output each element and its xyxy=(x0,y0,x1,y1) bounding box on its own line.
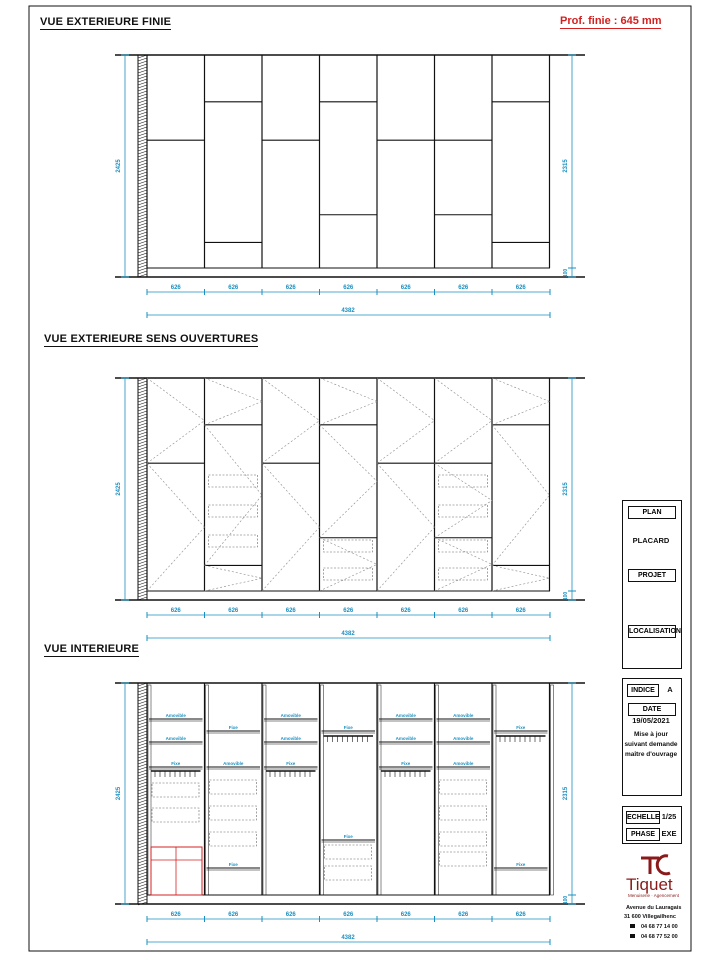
tiquet-logo-icon xyxy=(641,856,670,874)
opening-line xyxy=(492,578,550,591)
total-width-label: 4382 xyxy=(341,308,355,314)
phase-label: PHASE xyxy=(626,828,660,841)
module-width-label: 626 xyxy=(400,912,411,918)
drawer-outline xyxy=(324,568,373,580)
plan-value: PLACARD xyxy=(632,536,670,545)
module-width-label: 626 xyxy=(285,608,296,614)
opening-line xyxy=(205,578,263,591)
drawer-outline xyxy=(210,806,257,820)
side-panel xyxy=(206,685,209,895)
drawer-outline xyxy=(440,806,487,820)
movable-shelf-label: Amovible xyxy=(395,736,416,741)
opening-line xyxy=(320,401,378,424)
wall-hatch xyxy=(138,378,147,600)
index-label: INDICE xyxy=(627,684,659,697)
opening-line xyxy=(435,421,493,464)
opening-line xyxy=(435,378,493,421)
drawer-outline xyxy=(439,568,488,580)
side-panel xyxy=(436,685,439,895)
title-block-plan xyxy=(622,500,682,669)
inner-height-label: 2315 xyxy=(563,786,569,801)
inner-height-label: 2315 xyxy=(563,159,569,173)
opening-line xyxy=(262,527,320,591)
fixed-shelf-label: Fixe xyxy=(401,761,411,766)
opening-line xyxy=(262,378,320,421)
module-width-label: 626 xyxy=(228,912,239,918)
module-width-label: 626 xyxy=(170,285,181,291)
opening-line xyxy=(147,527,205,591)
movable-shelf-label: Amovible xyxy=(453,736,474,741)
view-interior xyxy=(115,683,585,945)
opening-line xyxy=(205,378,263,401)
module-width-label: 626 xyxy=(515,912,526,918)
side-panel xyxy=(378,685,381,895)
opening-line xyxy=(492,401,550,424)
side-panel xyxy=(551,685,554,895)
company-name: Tiquet xyxy=(626,875,673,894)
drawer-outline xyxy=(210,832,257,846)
opening-line xyxy=(147,463,205,527)
movable-shelf-label: Amovible xyxy=(165,713,186,718)
drawer-outline xyxy=(439,475,488,487)
side-panel xyxy=(321,685,324,895)
opening-line xyxy=(435,500,493,537)
view-exterior-finished xyxy=(115,55,585,318)
drawer-outline xyxy=(152,808,199,822)
phase-value: EXE xyxy=(661,829,677,838)
wall-hatch xyxy=(138,55,147,277)
drawer-outline xyxy=(439,540,488,552)
module-width-label: 626 xyxy=(285,912,296,918)
opening-line xyxy=(205,425,263,495)
module-width-label: 626 xyxy=(515,608,526,614)
revision-note-line-3: maître d'ouvrage xyxy=(624,751,678,758)
sheet-border xyxy=(29,6,691,951)
side-panel xyxy=(263,685,266,895)
plinth-label: 100 xyxy=(563,591,569,601)
title-interior: VUE INTERIEURE xyxy=(44,643,140,655)
total-height-label: 2425 xyxy=(116,159,122,173)
opening-line xyxy=(262,421,320,464)
module-width-label: 626 xyxy=(458,285,469,291)
location-label: LOCALISATION xyxy=(628,625,676,638)
module-width-label: 626 xyxy=(343,608,354,614)
highlight-zone xyxy=(151,847,202,895)
module-width-label: 626 xyxy=(343,912,354,918)
drawer-outline xyxy=(209,505,258,517)
fixed-shelf-label: Fixe xyxy=(516,862,526,867)
company-fax: 04 68 77 52 00 xyxy=(641,934,678,940)
module-width-label: 626 xyxy=(343,285,354,291)
opening-line xyxy=(205,495,263,565)
date-value: 19/05/2021 xyxy=(632,716,670,725)
fixed-shelf-label: Fixe xyxy=(228,725,238,730)
movable-shelf-label: Amovible xyxy=(280,713,301,718)
module-width-label: 626 xyxy=(400,608,411,614)
opening-line xyxy=(492,565,550,578)
side-panel xyxy=(493,685,496,895)
company-address-1: Avenue du Lauragais xyxy=(626,905,682,911)
module-width-label: 626 xyxy=(228,608,239,614)
drawer-outline xyxy=(324,540,373,552)
movable-shelf-label: Amovible xyxy=(395,713,416,718)
revision-note-line-1: Mise à jour xyxy=(634,731,668,738)
opening-line xyxy=(377,421,435,464)
movable-shelf-label: Amovible xyxy=(165,736,186,741)
title-exterior-opening: VUE EXTERIEURE SENS OUVERTURES xyxy=(44,333,259,345)
plinth-label: 100 xyxy=(563,895,569,905)
opening-line xyxy=(320,378,378,401)
opening-line xyxy=(492,425,550,495)
total-height-label: 2425 xyxy=(116,786,122,801)
movable-shelf-label: Amovible xyxy=(223,761,244,766)
opening-line xyxy=(435,538,493,565)
drawer-outline xyxy=(439,505,488,517)
module-width-label: 626 xyxy=(458,608,469,614)
fixed-shelf-label: Fixe xyxy=(171,761,181,766)
module-width-label: 626 xyxy=(228,285,239,291)
module-width-label: 626 xyxy=(170,608,181,614)
opening-line xyxy=(435,564,493,591)
module-width-label: 626 xyxy=(458,912,469,918)
drawer-outline xyxy=(152,783,199,797)
scale-value: 1/25 xyxy=(661,812,677,821)
depth-note: Prof. finie : 645 mm xyxy=(560,15,662,27)
total-width-label: 4382 xyxy=(341,935,355,941)
drawer-outline xyxy=(440,832,487,846)
company-phone: 04 68 77 14 00 xyxy=(641,924,678,930)
plan-label: PLAN xyxy=(628,506,676,519)
opening-line xyxy=(492,495,550,565)
view-exterior-opening xyxy=(115,378,585,641)
opening-line xyxy=(435,463,493,500)
module-width-label: 626 xyxy=(170,912,181,918)
drawer-outline xyxy=(325,866,372,880)
module-width-label: 626 xyxy=(400,285,411,291)
company-tagline: Menuiserie · Agencement xyxy=(628,893,680,898)
drawer-outline xyxy=(209,535,258,547)
company-address-2: 31 600 Villegailhenc xyxy=(624,914,676,920)
drawer-outline xyxy=(440,780,487,794)
opening-line xyxy=(320,425,378,481)
opening-line xyxy=(262,463,320,527)
opening-line xyxy=(377,527,435,591)
module-width-label: 626 xyxy=(515,285,526,291)
movable-shelf-label: Amovible xyxy=(453,761,474,766)
fixed-shelf-label: Fixe xyxy=(286,761,296,766)
fixed-shelf-label: Fixe xyxy=(516,725,526,730)
movable-shelf-label: Amovible xyxy=(280,736,301,741)
index-value: A xyxy=(667,685,673,694)
fax-icon xyxy=(630,934,635,938)
opening-line xyxy=(320,538,378,565)
fixed-shelf-label: Fixe xyxy=(343,834,353,839)
fixed-shelf-label: Fixe xyxy=(228,862,238,867)
fixed-shelf-label: Fixe xyxy=(343,725,353,730)
phone-icon xyxy=(630,924,635,928)
opening-line xyxy=(320,481,378,537)
total-width-label: 4382 xyxy=(341,631,355,637)
project-label: PROJET xyxy=(628,569,676,582)
module-width-label: 626 xyxy=(285,285,296,291)
drawer-outline xyxy=(210,780,257,794)
opening-line xyxy=(492,378,550,401)
title-exterior-finished: VUE EXTERIEURE FINIE xyxy=(40,16,172,28)
opening-line xyxy=(377,463,435,527)
opening-line xyxy=(205,401,263,424)
drawer-outline xyxy=(440,852,487,866)
scale-label: ECHELLE xyxy=(626,811,660,824)
plinth-label: 100 xyxy=(563,268,569,278)
revision-note-line-2: suivant demande xyxy=(624,741,678,748)
opening-line xyxy=(205,565,263,578)
movable-shelf-label: Amovible xyxy=(453,713,474,718)
total-height-label: 2425 xyxy=(116,482,122,496)
inner-height-label: 2315 xyxy=(563,482,569,496)
drawer-outline xyxy=(325,845,372,859)
date-label: DATE xyxy=(628,703,676,716)
wall-hatch xyxy=(138,683,147,905)
opening-line xyxy=(147,378,205,421)
opening-line xyxy=(377,378,435,421)
opening-line xyxy=(147,421,205,464)
opening-line xyxy=(320,564,378,591)
